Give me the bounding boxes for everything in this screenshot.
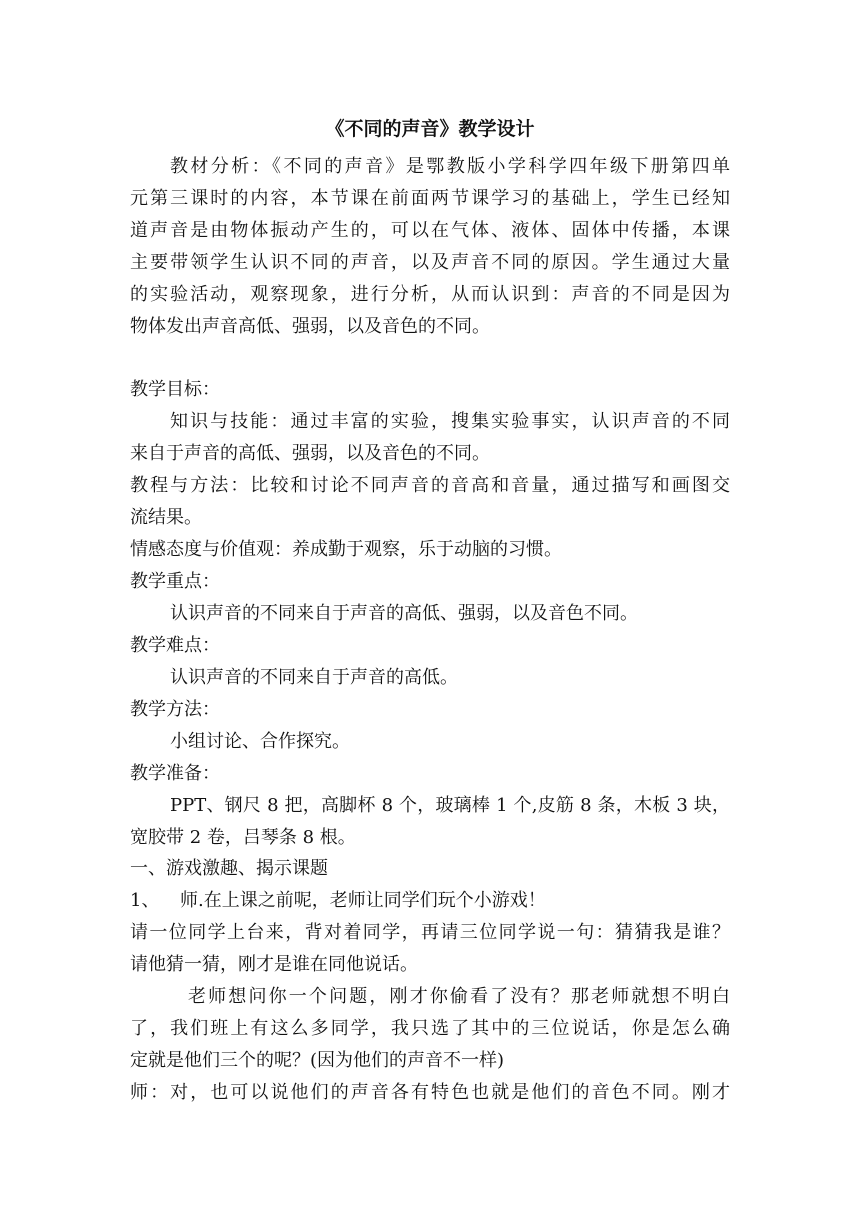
preparation-heading: 教学准备： — [130, 763, 220, 784]
analysis-line-3: 道声音是由物体振动产生的，可以在气体、液体、固体中传播，本课 — [130, 220, 730, 241]
analysis-line-4: 主要带领学生认识不同的声音，以及声音不同的原因。学生通过大量 — [130, 252, 730, 273]
section1-para1-line-1: 请一位同学上台来，背对着同学，再请三位同学说一句：猜猜我是谁？ — [130, 922, 730, 943]
section1-para2-line-3: 定就是他们三个的呢？(因为他们的声音不一样) — [130, 1050, 505, 1071]
goals-knowledge-line-2: 来自于声音的高低、强弱，以及音色的不同。 — [130, 443, 490, 464]
section1-item-text: 师.在上课之前呢，老师让同学们玩个小游戏！ — [180, 890, 546, 911]
section1-para3-line-1: 师：对，也可以说他们的声音各有特色也就是他们的音色不同。刚才 — [130, 1082, 730, 1103]
difficulty-heading: 教学难点： — [130, 635, 220, 656]
goals-heading: 教学目标： — [130, 379, 220, 400]
analysis-line-5: 的实验活动，观察现象，进行分析，从而认识到：声音的不同是因为 — [130, 284, 730, 305]
analysis-line-6: 物体发出声音高低、强弱，以及音色的不同。 — [130, 316, 490, 337]
preparation-line-2: 宽胶带 2 卷，吕琴条 8 根。 — [130, 827, 356, 848]
goals-process-line-2: 流结果。 — [130, 507, 202, 528]
method-heading: 教学方法： — [130, 699, 220, 720]
difficulty-text: 认识声音的不同来自于声音的高低。 — [170, 667, 458, 688]
section1-para2-line-1: 老师想问你一个问题，刚才你偷看了没有？那老师就想不明白 — [188, 986, 730, 1007]
goals-emotion: 情感态度与价值观：养成勤于观察，乐于动脑的习惯。 — [130, 539, 562, 560]
section1-item-number: 1、 — [130, 890, 160, 911]
document-title: 《不同的声音》教学设计 — [325, 118, 535, 140]
section1-para1-line-2: 请他猜一猜，刚才是谁在同他说话。 — [130, 954, 418, 975]
preparation-line-1: PPT、钢尺 8 把，高脚杯 8 个，玻璃棒 1 个,皮筋 8 条，木板 3 块， — [170, 795, 730, 816]
method-text: 小组讨论、合作探究。 — [170, 731, 350, 752]
section1-para2-line-2: 了，我们班上有这么多同学，我只选了其中的三位说话，你是怎么确 — [130, 1018, 730, 1039]
analysis-line-2: 元第三课时的内容，本节课在前面两节课学习的基础上，学生已经知 — [130, 188, 730, 209]
key-point-heading: 教学重点： — [130, 571, 220, 592]
analysis-line-1: 教材分析：《不同的声音》是鄂教版小学科学四年级下册第四单 — [170, 156, 730, 177]
goals-knowledge-line-1: 知识与技能：通过丰富的实验，搜集实验事实，认识声音的不同 — [170, 411, 730, 432]
section1-heading: 一、游戏激趣、揭示课题 — [130, 858, 328, 879]
goals-process-line-1: 教程与方法：比较和讨论不同声音的音高和音量，通过描写和画图交 — [130, 475, 730, 496]
key-point-text: 认识声音的不同来自于声音的高低、强弱，以及音色不同。 — [170, 603, 638, 624]
